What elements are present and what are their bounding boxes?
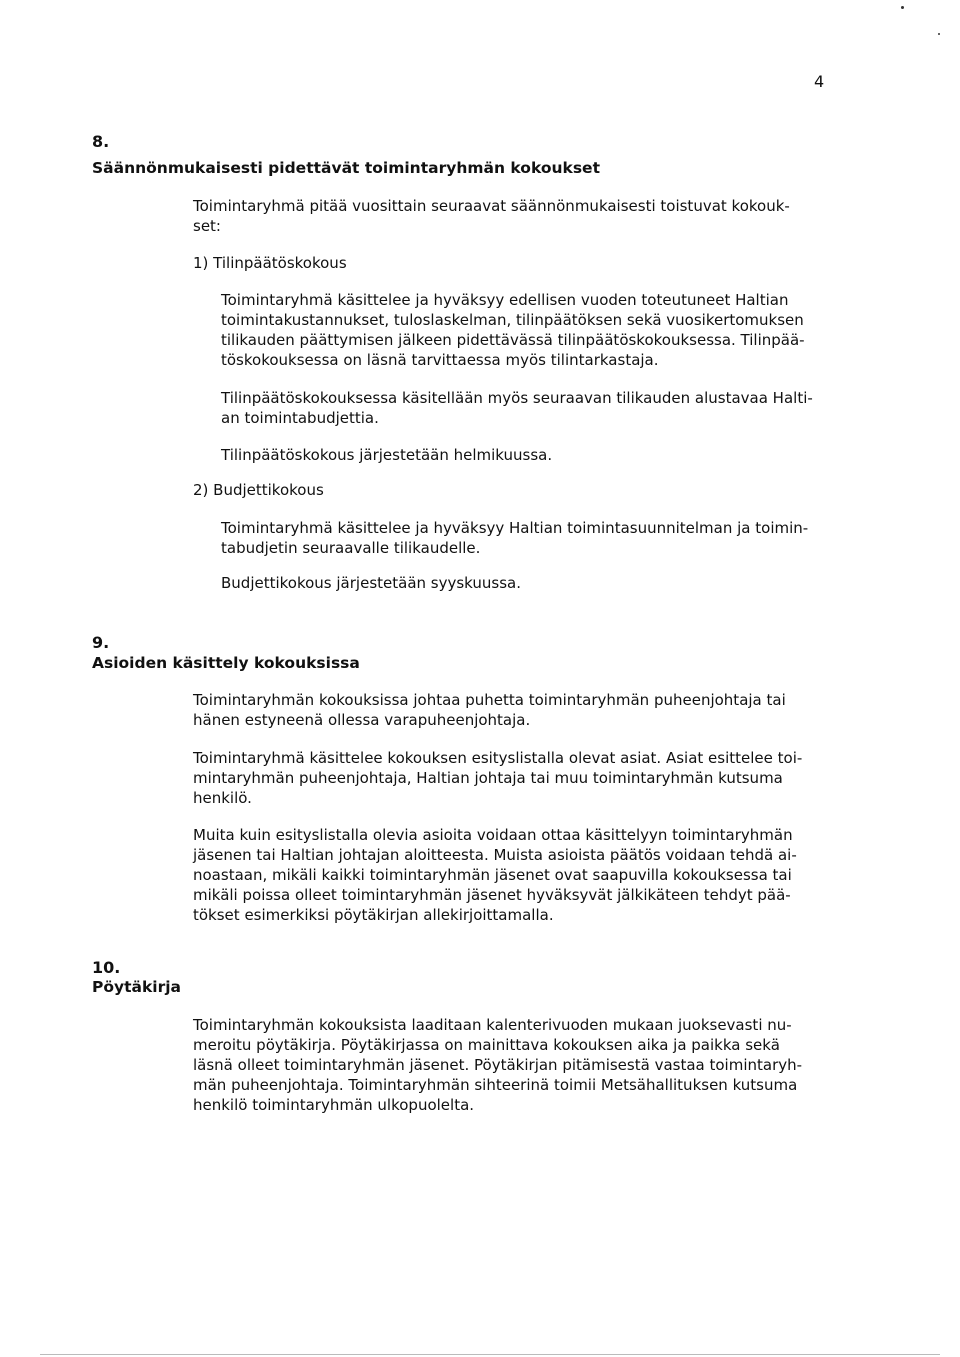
section-9-title: Asioiden käsittely kokouksissa: [92, 654, 360, 672]
section-10-number: 10.: [92, 958, 121, 977]
page-number: 4: [814, 72, 825, 91]
section-8-number: 8.: [92, 132, 110, 151]
section-8-title: Säännönmukaisesti pidettävät toimintaryhmän kokoukset: [92, 159, 600, 177]
item-2-paragraph-1: Toimintaryhmä käsittelee ja hyväksyy Haltian toimintasuunnitelman ja toimin- tabudjetin seuraavalle tilikaudelle.: [221, 519, 809, 557]
section-10-title: Pöytäkirja: [92, 978, 182, 996]
item-1-paragraph-3: Tilinpäätöskokous järjestetään helmikuussa.: [221, 446, 553, 464]
item-1-paragraph-1: Toimintaryhmä käsittelee ja hyväksyy edellisen vuoden toteutuneet Haltian toimintakustannukset, tuloslaskelman, tilinpäätöksen sekä vuosikertomuksen tilikauden päättymisen jälkeen pidettävässä tilinpäätöskokouksessa. Tilinpää- töskokouksessa on läsnä tarvittaessa myös tilintarkastaja.: [221, 291, 805, 369]
section-9-paragraph-3: Muita kuin esityslistalla olevia asioita voidaan ottaa käsittelyyn toimintaryhmän jäsenen tai Haltian johtajan aloitteesta. Muista asioista päätös voidaan tehdä ai- noastaan, mikäli kaikki toimintaryhmän jäsenet ovat saapuvilla kokouksessa tai mikäli poissa olleet toimintaryhmän jäsenet hyväksyvät jälkikäteen tehdyt pää- tökset esimerkiksi pöytäkirjan allekirjoittamalla.: [193, 826, 797, 924]
scan-edge-line: [40, 1354, 940, 1355]
section-10-paragraph-1: Toimintaryhmän kokouksista laaditaan kalenterivuoden mukaan juoksevasti nu- meroitu pöytäkirja. Pöytäkirjassa on mainittava kokouksen aika ja paikka sekä läsnä olleet toimintaryhmän jäsenet. Pöytäkirjan pitämisestä vastaa toimintaryh- män puheenjohtaja. Toimintaryhmän sihteerinä toimii Metsähallituksen kutsuma henkilö toimintaryhmän ulkopuolelta.: [193, 1016, 803, 1114]
section-9-number: 9.: [92, 633, 110, 652]
scan-speck: [901, 6, 904, 9]
section-9-paragraph-1: Toimintaryhmän kokouksissa johtaa puhetta toimintaryhmän puheenjohtaja tai hänen estyneenä ollessa varapuheenjohtaja.: [193, 691, 786, 729]
item-2-paragraph-2: Budjettikokous järjestetään syyskuussa.: [221, 574, 521, 592]
scan-speck: [938, 33, 940, 35]
item-1-label: 1) Tilinpäätöskokous: [193, 254, 347, 272]
section-9-paragraph-2: Toimintaryhmä käsittelee kokouksen esityslistalla olevat asiat. Asiat esittelee toi- mintaryhmän puheenjohtaja, Haltian johtaja tai muu toimintaryhmän kutsuma henkilö.: [193, 749, 803, 807]
item-2-label: 2) Budjettikokous: [193, 481, 324, 499]
item-1-paragraph-2: Tilinpäätöskokouksessa käsitellään myös seuraavan tilikauden alustavaa Halti- an toimintabudjettia.: [221, 389, 813, 427]
section-8-intro: Toimintaryhmä pitää vuosittain seuraavat säännönmukaisesti toistuvat kokouk- set:: [193, 197, 790, 235]
